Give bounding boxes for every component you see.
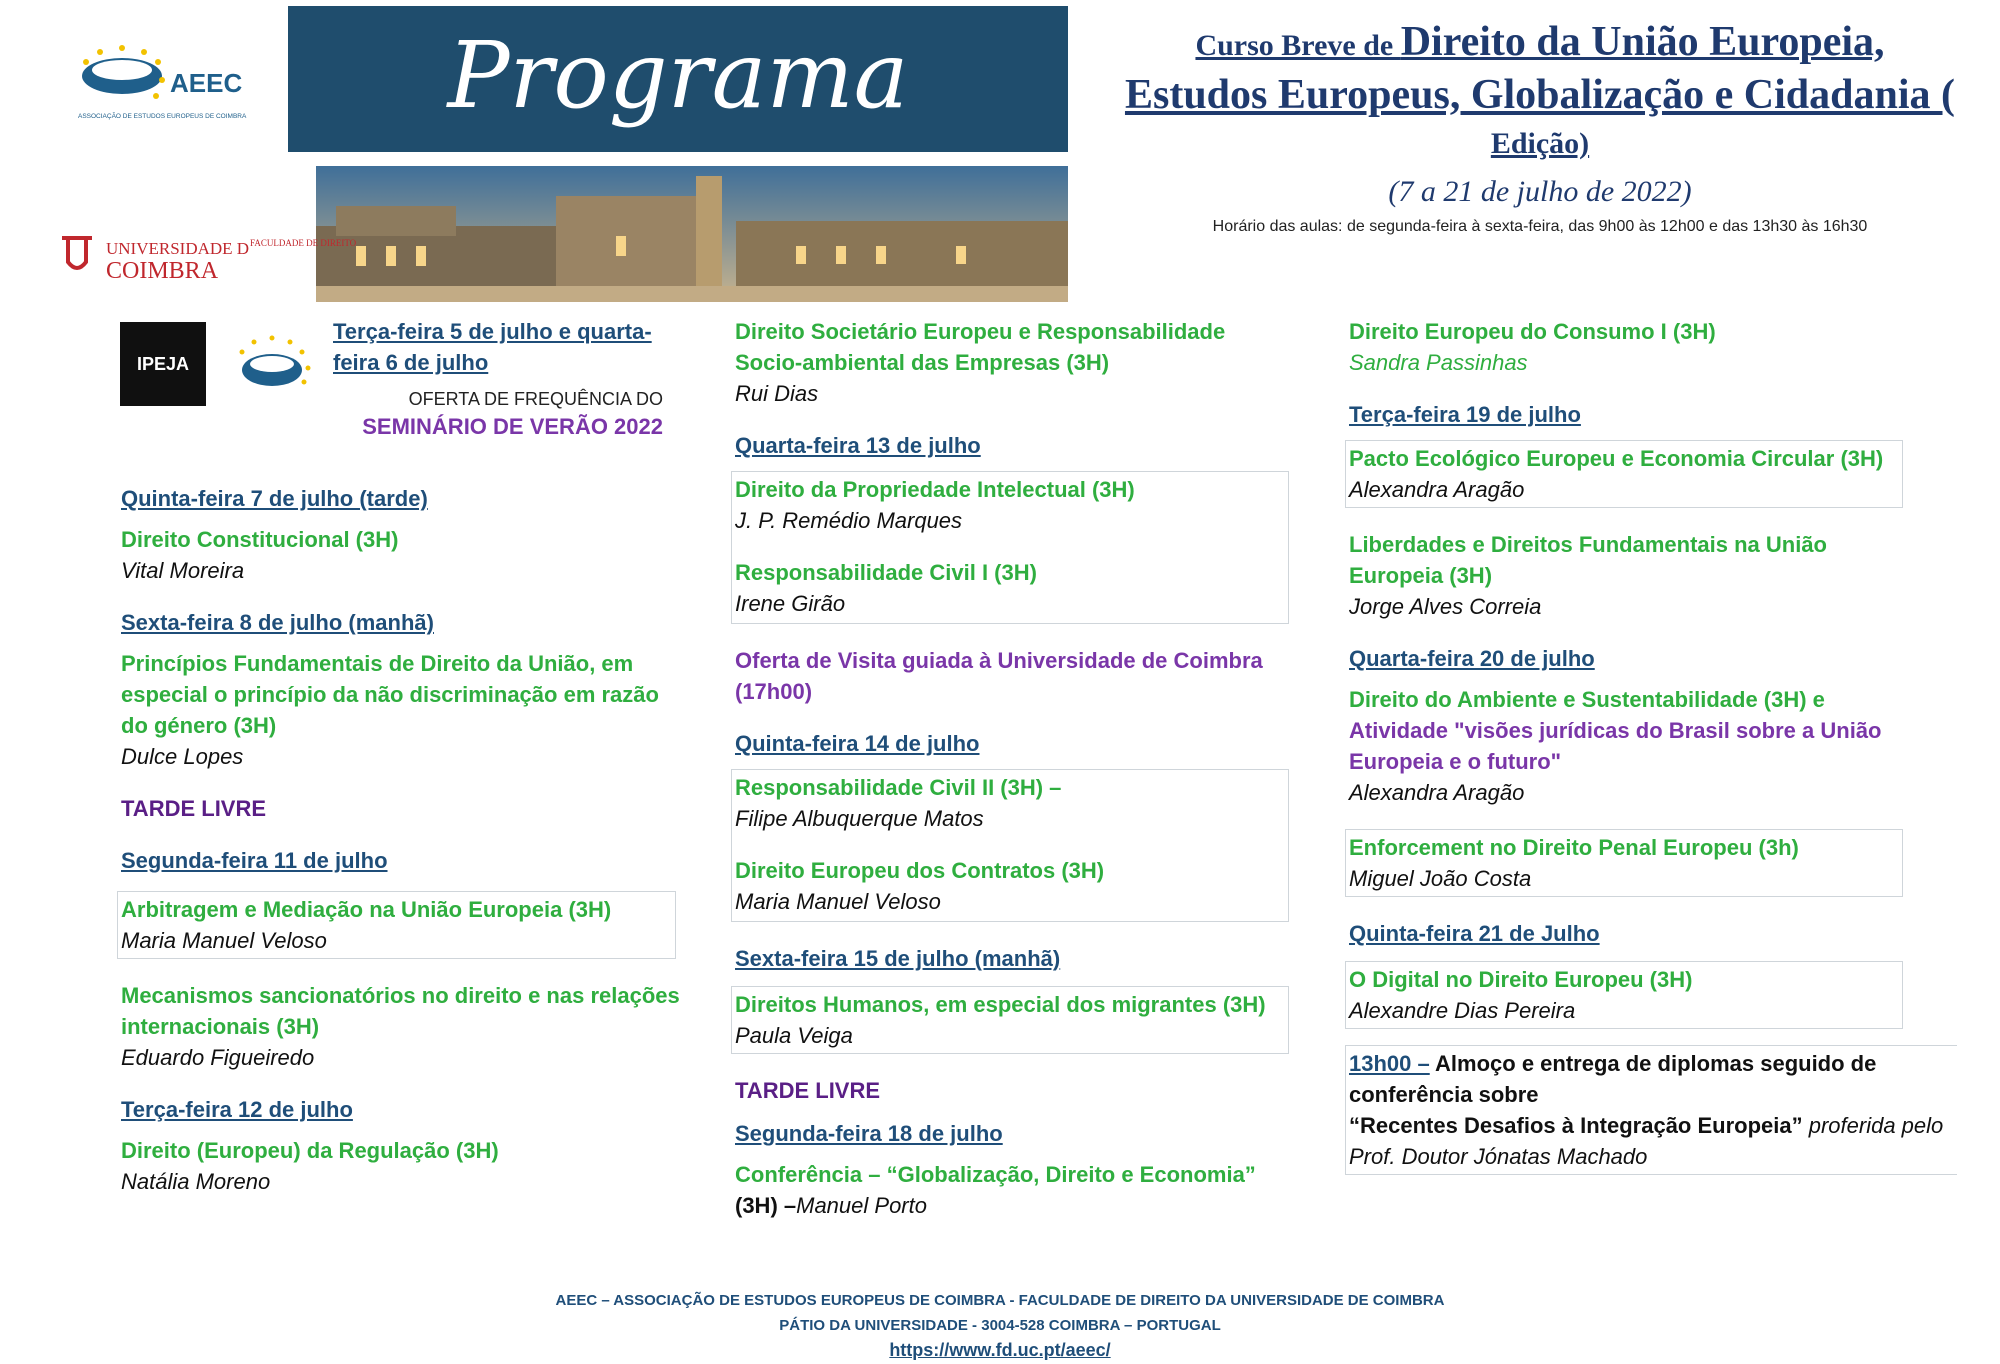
course-dates: (7 a 21 de julho de 2022): [1388, 175, 1692, 208]
course-title: Direito Constitucional (3H): [121, 527, 399, 552]
column-2: [735, 316, 1295, 1221]
university-photo: [316, 166, 1068, 302]
course-title: Direitos Humanos, em especial dos migrantes (3H): [735, 992, 1266, 1017]
closing-session-time: 13h00 –: [1349, 1051, 1430, 1076]
course-box: [117, 891, 676, 959]
conference-line: [735, 1190, 1295, 1221]
teacher-name: Eduardo Figueiredo: [121, 1045, 315, 1070]
free-afternoon: TARDE LIVRE: [121, 796, 267, 821]
teacher-name: Vital Moreira: [121, 558, 245, 583]
course-title: Responsabilidade Civil I (3H): [735, 560, 1037, 585]
course-box: [731, 986, 1289, 1054]
course-box: [1345, 440, 1903, 508]
date-heading: Terça-feira 5 de julho e quarta-feira 6 de julho: [333, 319, 652, 375]
programa-banner: [288, 6, 1068, 302]
course-box: [731, 471, 1289, 624]
banner-title: Programa: [447, 22, 909, 129]
footer-line2: PÁTIO DA UNIVERSIDADE - 3004-528 COIMBRA – PORTUGAL: [779, 1317, 1221, 1334]
teacher-name: Natália Moreno: [121, 1169, 271, 1194]
course-title: Direito Societário Europeu e Responsabilidade Socio-ambiental das Empresas (3H): [735, 319, 1226, 375]
date-heading: Terça-feira 12 de julho: [121, 1097, 353, 1122]
course-title-main: Direito da União Europeia,: [1400, 19, 1885, 65]
teacher-name: Alexandra Aragão: [1349, 477, 1525, 502]
course-title: O Digital no Direito Europeu (3H): [1349, 967, 1693, 992]
course-title-line2: Estudos Europeus, Globalização e Cidadania (: [1124, 72, 1956, 118]
date-heading: Sexta-feira 8 de julho (manhã): [121, 610, 434, 635]
conference-duration: (3H) –: [735, 1193, 797, 1218]
uc-logo-line2: COIMBRA: [106, 258, 219, 284]
teacher-name: Alexandra Aragão: [1349, 780, 1525, 805]
course-title: Responsabilidade Civil II (3H) –: [735, 775, 1062, 800]
uc-logo: [58, 232, 357, 288]
date-heading: Segunda-feira 11 de julho: [121, 848, 388, 873]
date-heading: Quinta-feira 21 de Julho: [1349, 921, 1600, 946]
course-title: Enforcement no Direito Penal Europeu (3h): [1349, 835, 1799, 860]
course-title-line1: [1095, 18, 1985, 66]
closing-conference-by: proferida pelo: [1802, 1113, 1944, 1138]
course-box: [1345, 961, 1903, 1029]
course-title: Mecanismos sancionatórios no direito e nas relações internacionais (3H): [121, 983, 680, 1039]
course-title: Direito da Propriedade Intelectual (3H): [735, 477, 1135, 502]
teacher-name: Paula Veiga: [735, 1023, 853, 1048]
closing-session-text: [1349, 1048, 1957, 1110]
teacher-name: Irene Girão: [735, 591, 846, 616]
course-title: Direito (Europeu) da Regulação (3H): [121, 1138, 499, 1163]
course-title: Liberdades e Direitos Fundamentais na União Europeia (3H): [1349, 532, 1827, 588]
guided-visit-offer: Oferta de Visita guiada à Universidade de Coimbra (17h00): [735, 648, 1263, 704]
course-box: [731, 769, 1289, 922]
closing-conference-title: “Recentes Desafios à Integração Europeia”: [1349, 1113, 1803, 1138]
teacher-name: Rui Dias: [735, 381, 819, 406]
free-afternoon: TARDE LIVRE: [735, 1078, 881, 1103]
seminar-offer-label: OFERTA DE FREQUÊNCIA DO: [408, 389, 663, 409]
closing-session-box: [1345, 1045, 1957, 1175]
date-heading: Quinta-feira 7 de julho (tarde): [121, 486, 428, 511]
footer: [0, 1288, 2000, 1364]
teacher-name: Maria Manuel Veloso: [735, 889, 941, 914]
closing-speaker: Prof. Doutor Jónatas Machado: [1349, 1144, 1648, 1169]
course-title: [1095, 18, 1985, 164]
aeec-logo-caption: ASSOCIAÇÃO DE ESTUDOS EUROPEUS DE COIMBRA: [78, 113, 247, 120]
teacher-name: Manuel Porto: [796, 1193, 927, 1218]
course-title: Arbitragem e Mediação na União Europeia (3H): [121, 897, 612, 922]
column-1: [121, 483, 681, 1197]
seminar-block: [333, 316, 663, 442]
closing-conference: [1349, 1110, 1957, 1141]
teacher-name: Miguel João Costa: [1349, 866, 1532, 891]
course-title: Conferência – “Globalização, Direito e Economia”: [735, 1162, 1256, 1187]
course-title-line3: Edição): [1490, 127, 1590, 160]
aeec-logo-text: AEEC: [170, 68, 243, 98]
uc-logo-line1: UNIVERSIDADE D: [106, 239, 250, 258]
teacher-name: Maria Manuel Veloso: [121, 928, 327, 953]
date-heading: Quinta-feira 14 de julho: [735, 731, 980, 756]
aeec-logo: [70, 40, 270, 130]
teacher-name: J. P. Remédio Marques: [735, 508, 963, 533]
teacher-name: Alexandre Dias Pereira: [1349, 998, 1576, 1023]
course-title: Direito Europeu do Consumo I (3H): [1349, 319, 1716, 344]
schedule-note: Horário das aulas: de segunda-feira à sexta-feira, das 9h00 às 12h00 e das 13h30 às 16h30: [1212, 218, 1868, 235]
date-heading: Quarta-feira 20 de julho: [1349, 646, 1595, 671]
teacher-name: Sandra Passinhas: [1349, 350, 1528, 375]
footer-line1: AEEC – ASSOCIAÇÃO DE ESTUDOS EUROPEUS DE COIMBRA - FACULDADE DE DIREITO DA UNIVERSIDADE DE COIMBRA: [555, 1292, 1445, 1309]
aeec-small-logo: [228, 322, 320, 402]
date-heading: Segunda-feira 18 de julho: [735, 1121, 1003, 1146]
ipeja-logo: IPEJA: [120, 322, 206, 406]
column-3: [1349, 316, 1949, 1175]
closing-session-desc: Almoço e entrega de diplomas seguido de conferência sobre: [1349, 1051, 1877, 1107]
seminar-title: SEMINÁRIO DE VERÃO 2022: [362, 414, 663, 439]
footer-url-link[interactable]: https://www.fd.uc.pt/aeec/: [889, 1340, 1111, 1360]
date-heading: Terça-feira 19 de julho: [1349, 402, 1581, 427]
date-heading: Quarta-feira 13 de julho: [735, 433, 981, 458]
course-title: Princípios Fundamentais de Direito da União, em especial o princípio da não discriminação em razão do género (3H): [121, 651, 659, 738]
course-title: Pacto Ecológico Europeu e Economia Circular (3H): [1349, 446, 1884, 471]
teacher-name: Filipe Albuquerque Matos: [735, 806, 984, 831]
teacher-name: Jorge Alves Correia: [1349, 594, 1542, 619]
teacher-name: Dulce Lopes: [121, 744, 244, 769]
course-box: [1345, 829, 1903, 897]
date-heading: Sexta-feira 15 de julho (manhã): [735, 946, 1061, 971]
uc-logo-faculty: FACULDADE DE DIREITO: [250, 238, 357, 248]
course-title: Direito do Ambiente e Sustentabilidade (3H) e: [1349, 687, 1825, 712]
course-title: Direito Europeu dos Contratos (3H): [735, 858, 1105, 883]
activity-title: Atividade "visões jurídicas do Brasil sobre a União Europeia e o futuro": [1349, 718, 1882, 774]
course-title-prefix: Curso Breve de: [1195, 29, 1401, 62]
